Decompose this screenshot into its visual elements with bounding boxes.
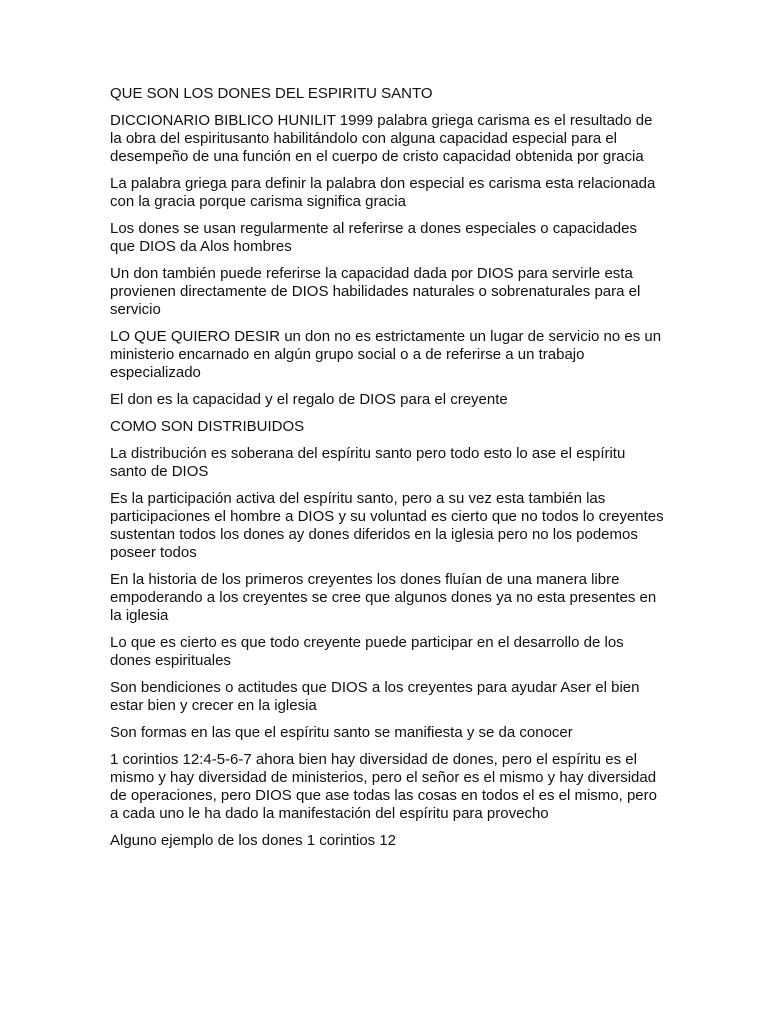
document-heading: QUE SON LOS DONES DEL ESPIRITU SANTO	[110, 85, 433, 102]
paragraph: En la historia de los primeros creyentes los dones fluían de una manera libre empoderando a los creyentes se cree que algunos dones ya no esta presentes en la iglesia	[110, 571, 657, 624]
paragraph: Son bendiciones o actitudes que DIOS a los creyentes para ayudar Aser el bien estar bien y crecer en la iglesia	[110, 679, 640, 714]
paragraph: Un don también puede referirse la capacidad dada por DIOS para servirle esta provienen directamente de DIOS habilidades naturales o sobrenaturales para el servicio	[110, 265, 641, 318]
paragraph: Es la participación activa del espíritu santo, pero a su vez esta también las participaciones el hombre a DIOS y su voluntad es cierto que no todos lo creyentes sustentan todos los dones ay dones diferidos en la iglesia pero no los podemos poseer todos	[110, 490, 664, 561]
paragraph: Son formas en las que el espíritu santo se manifiesta y se da conocer	[110, 724, 573, 741]
paragraph: Los dones se usan regularmente al referirse a dones especiales o capacidades que DIOS da Alos hombres	[110, 220, 637, 255]
paragraph: DICCIONARIO BIBLICO HUNILIT 1999 palabra griega carisma es el resultado de la obra del espiritusanto habilitándolo con alguna capacidad especial para el desempeño de una función en el cuerpo de cristo capacidad obtenida por gracia	[110, 112, 653, 165]
scripture-paragraph: 1 corintios 12:4-5-6-7 ahora bien hay diversidad de dones, pero el espíritu es el mismo y hay diversidad de ministerios, pero el señor es el mismo y hay diversidad de operaciones, pero DIOS que ase todas las cosas en todos el es el mismo, pero a cada uno le ha dado la manifestación del espíritu para provecho	[110, 751, 657, 822]
paragraph: La palabra griega para definir la palabra don especial es carisma esta relacionada con la gracia porque carisma significa gracia	[110, 175, 656, 210]
paragraph: La distribución es soberana del espíritu santo pero todo esto lo ase el espíritu santo de DIOS	[110, 445, 626, 480]
paragraph: Alguno ejemplo de los dones 1 corintios 12	[110, 832, 397, 849]
paragraph: El don es la capacidad y el regalo de DIOS para el creyente	[110, 391, 508, 408]
section-heading: COMO SON DISTRIBUIDOS	[110, 418, 305, 435]
document-body	[110, 85, 665, 859]
paragraph: Lo que es cierto es que todo creyente puede participar en el desarrollo de los dones espirituales	[110, 634, 624, 669]
paragraph: LO QUE QUIERO DESIR un don no es estrictamente un lugar de servicio no es un ministerio encarnado en algún grupo social o a de referirse a un trabajo especializado	[110, 328, 662, 381]
